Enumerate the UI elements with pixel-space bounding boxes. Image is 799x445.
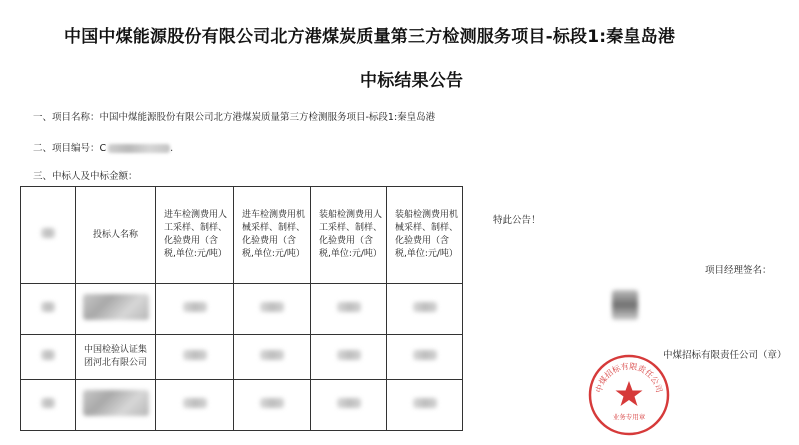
redacted-bidder-name <box>83 294 149 320</box>
seal-text-top: 中煤招标有限责任公司 <box>594 361 664 394</box>
notice-text: 特此公告！ <box>493 215 541 226</box>
header-inbound-mechanical-fee: 进车检测费用机械采样、制样、化验费用（含税,单位:元/吨） <box>234 187 311 284</box>
seal-star-icon <box>616 381 643 406</box>
header-inbound-manual-fee: 进车检测费用人工采样、制样、化验费用（含税,单位:元/吨） <box>156 187 234 284</box>
header-shipping-mechanical-fee: 装船检测费用机械采样、制样、化验费用（含税,单位:元/吨） <box>387 187 463 284</box>
table-header-row <box>21 187 463 284</box>
redacted-price <box>260 398 284 408</box>
redacted-price <box>183 350 207 360</box>
header-shipping-manual-fee: 装船检测费用人工采样、制样、化验费用（含税,单位:元/吨） <box>311 187 387 284</box>
header-rank-cell <box>21 187 76 284</box>
project-number-prefix: C <box>99 143 107 154</box>
document-title-line1: 中国中煤能源股份有限公司北方港煤炭质量第三方检测服务项目-标段1:秦皇岛港 <box>64 27 676 47</box>
redacted-price <box>413 350 437 360</box>
table-row <box>21 284 463 335</box>
project-number-line <box>33 140 173 154</box>
project-number-redacted <box>108 144 170 153</box>
redacted-price <box>260 302 284 312</box>
redacted-signature <box>612 290 638 320</box>
redacted-price <box>260 350 284 360</box>
redacted-rank <box>41 398 55 408</box>
header-bidder-name: 投标人名称 <box>76 187 156 284</box>
redacted-price <box>337 350 361 360</box>
manager-signature-label: 项目经理签名： <box>705 265 772 276</box>
redacted-bidder-name <box>83 390 149 416</box>
redacted-price <box>183 398 207 408</box>
table-row <box>21 335 463 380</box>
table-row <box>21 380 463 431</box>
redacted-price <box>413 398 437 408</box>
bidder-name-cell: 中国检验认证集团河北有限公司 <box>76 335 156 380</box>
winners-heading: 三、中标人及中标金额： <box>33 171 138 182</box>
redacted-rank <box>41 302 55 312</box>
bid-results-table <box>20 186 463 431</box>
redacted-price <box>413 302 437 312</box>
redacted-price <box>337 398 361 408</box>
redacted-price <box>183 302 207 312</box>
issuing-company: 中煤招标有限责任公司（章） <box>663 350 787 361</box>
project-number-label: 二、项目编号： <box>33 143 100 154</box>
project-name-line: 一、项目名称：中国中煤能源股份有限公司北方港煤炭质量第三方检测服务项目-标段1:秦皇岛港 <box>33 112 436 123</box>
redacted-rank <box>41 350 55 360</box>
company-seal <box>587 353 671 437</box>
redacted-header <box>41 228 55 238</box>
project-number-suffix: . <box>170 143 174 154</box>
redacted-price <box>337 302 361 312</box>
seal-text-bottom: 业务专用章 <box>612 413 646 421</box>
document-title-line2: 中标结果公告 <box>360 71 464 91</box>
